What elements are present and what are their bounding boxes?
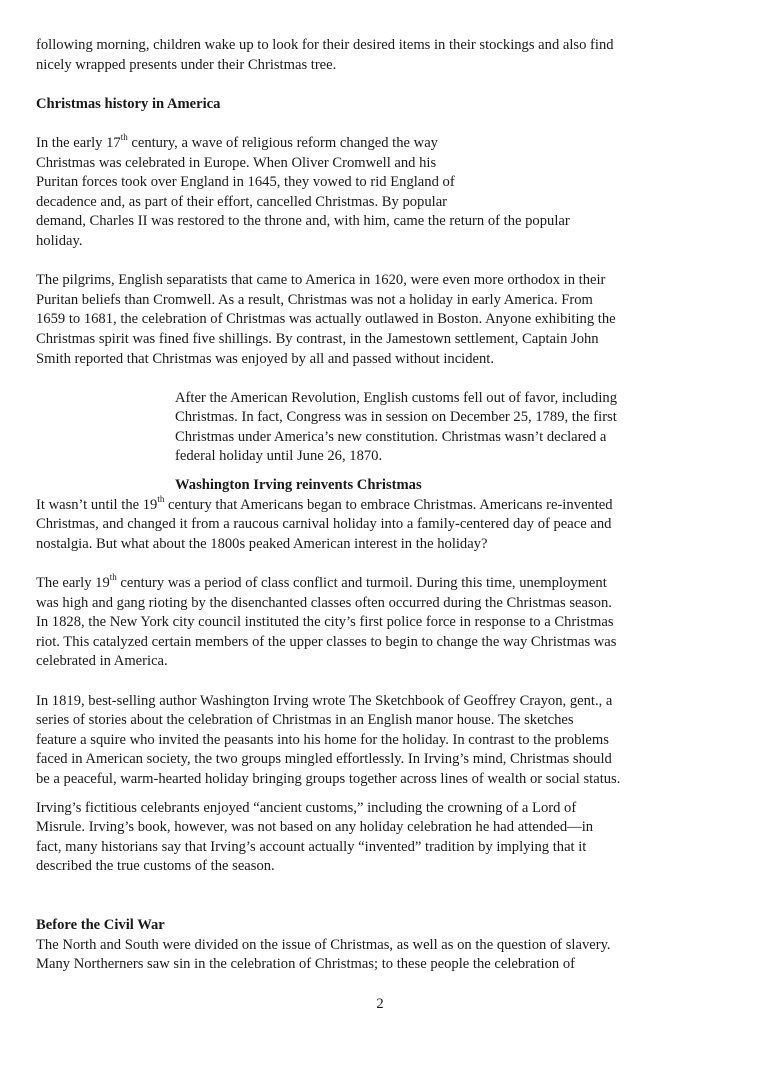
text-line: riot. This catalyzed certain members of the upper classes to begin to change the way Christmas was: [36, 633, 617, 650]
text-fragment: century was a period of class conflict and turmoil. During this time, unemployment: [116, 575, 607, 592]
history-paragraph-3: [175, 389, 726, 467]
civil-war-paragraph-1: [36, 936, 726, 975]
irving-paragraph-1: [36, 493, 726, 555]
section-heading-civil-war: Before the Civil War: [36, 916, 165, 933]
text-line: [36, 134, 726, 154]
irving-paragraph-2: [36, 574, 726, 672]
text-line: Christmas. In fact, Congress was in session on December 25, 1789, the first: [175, 409, 617, 426]
text-line: feature a squire who invited the peasants into his home for the holiday. In contrast to the problems: [36, 731, 609, 748]
text-fragment: In the early 17: [36, 134, 121, 151]
text-line: Many Northerners saw sin in the celebration of Christmas; to these people the celebration of: [36, 956, 575, 973]
section-heading-irving: Washington Irving reinvents Christmas: [175, 477, 422, 494]
text-fragment: century, a wave of religious reform changed the way: [127, 134, 438, 151]
text-fragment: The early 19: [36, 575, 110, 592]
text-line: The North and South were divided on the issue of Christmas, as well as on the question of slavery.: [36, 936, 611, 953]
text-line: 1659 to 1681, the celebration of Christmas was actually outlawed in Boston. Anyone exhibiting the: [36, 311, 616, 328]
irving-paragraph-4: [36, 799, 726, 877]
text-line: [36, 574, 726, 594]
text-line: decadence and, as part of their effort, cancelled Christmas. By popular: [36, 193, 448, 210]
text-line: Smith reported that Christmas was enjoyed by all and passed without incident.: [36, 350, 495, 367]
intro-paragraph: [36, 36, 726, 75]
text-line: After the American Revolution, English customs fell out of favor, including: [175, 389, 618, 406]
text-line: Misrule. Irving’s book, however, was not based on any holiday celebration he had attended—in: [36, 819, 594, 836]
text-line: Irving’s fictitious celebrants enjoyed “ancient customs,” including the crowning of a Lord of: [36, 799, 577, 816]
text-line: Puritan beliefs than Cromwell. As a result, Christmas was not a holiday in early America. From: [36, 291, 593, 308]
text-line: federal holiday until June 26, 1870.: [175, 448, 383, 465]
superscript: th: [109, 572, 117, 583]
superscript: th: [157, 493, 165, 504]
text-line: Christmas under America’s new constitution. Christmas wasn’t declared a: [175, 428, 607, 445]
text-line: Puritan forces took over England in 1645, they vowed to rid England of: [36, 174, 455, 191]
text-line: celebrated in America.: [36, 653, 168, 670]
text-line: demand, Charles II was restored to the throne and, with him, came the return of the popular: [36, 213, 570, 230]
text-line: following morning, children wake up to look for their desired items in their stockings and also find: [36, 37, 614, 53]
text-line: faced in American society, the two groups mingled effortlessly. In Irving’s mind, Christmas should: [36, 751, 612, 768]
history-paragraph-2: [36, 271, 726, 369]
text-fragment: century that Americans began to embrace Christmas. Americans re-invented: [164, 496, 613, 513]
text-line: Christmas spirit was fined five shillings. By contrast, in the Jamestown settlement, Captain John: [36, 330, 599, 347]
text-line: [36, 493, 726, 516]
document-page: [36, 36, 726, 975]
text-line: Christmas, and changed it from a raucous carnival holiday into a family-centered day of peace and: [36, 516, 612, 533]
text-line: was high and gang rioting by the disenchanted classes often occurred during the Christmas season.: [36, 594, 612, 611]
text-fragment: It wasn’t until the 19: [36, 496, 158, 513]
text-line: In 1828, the New York city council instituted the city’s first police force in response to a Christmas: [36, 614, 614, 631]
text-line: fact, many historians say that Irving’s account actually “invented” tradition by implying that it: [36, 838, 587, 855]
text-line: The pilgrims, English separatists that came to America in 1620, were even more orthodox in their: [36, 272, 606, 289]
text-line: be a peaceful, warm-hearted holiday bringing groups together across lines of wealth or social status.: [36, 770, 621, 787]
text-line: described the true customs of the season.: [36, 858, 275, 875]
page-number: 2: [376, 996, 384, 1012]
text-line: holiday.: [36, 232, 83, 249]
text-line: Christmas was celebrated in Europe. When Oliver Cromwell and his: [36, 154, 437, 171]
history-paragraph-1: [36, 134, 726, 252]
text-line: nicely wrapped presents under their Christmas tree.: [36, 56, 337, 73]
superscript: th: [120, 132, 128, 143]
text-line: nostalgia. But what about the 1800s peaked American interest in the holiday?: [36, 535, 488, 552]
text-line: series of stories about the celebration of Christmas in an English manor house. The sketches: [36, 712, 574, 729]
text-line: In 1819, best-selling author Washington Irving wrote The Sketchbook of Geoffrey Crayon, gent., a: [36, 692, 613, 709]
irving-paragraph-3: [36, 692, 726, 790]
section-heading-history: Christmas history in America: [36, 95, 221, 112]
